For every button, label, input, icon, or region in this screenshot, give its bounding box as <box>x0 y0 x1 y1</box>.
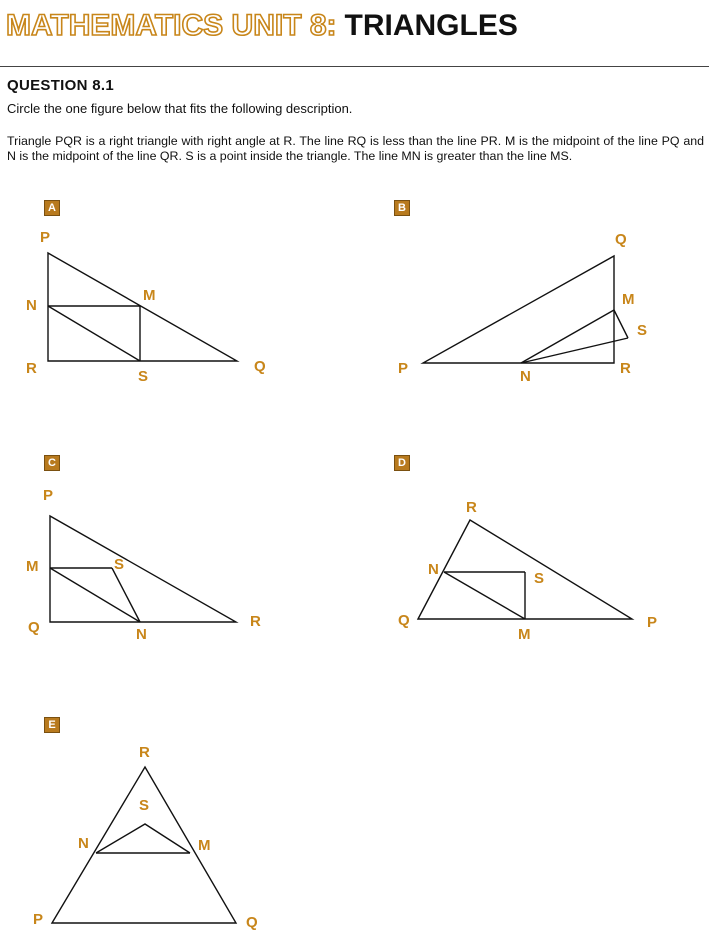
figure-a-badge[interactable]: A <box>44 200 60 216</box>
figure-c-label-s: S <box>114 556 125 573</box>
figure-a-label-r: R <box>26 360 37 377</box>
figure-c-label-p: P <box>43 487 54 504</box>
figure-c-drawing[interactable] <box>50 516 236 622</box>
figure-d-label-p: P <box>647 614 658 631</box>
figure-a-label-q: Q <box>254 358 266 375</box>
figure-c-label-m: M <box>26 558 39 575</box>
figure-a-triangle <box>48 253 237 361</box>
figure-e-label-s: S <box>139 797 150 814</box>
title-topic: TRIANGLES <box>344 9 518 42</box>
figure-a-label-n: N <box>26 297 37 314</box>
figure-b-drawing[interactable] <box>423 256 628 363</box>
figure-e-label-q: Q <box>246 914 258 931</box>
figure-a-drawing[interactable] <box>48 253 237 361</box>
figure-a-label-m: M <box>143 287 156 304</box>
figure-c-label-n: N <box>136 626 147 643</box>
figure-b-segment-ns <box>521 338 628 363</box>
figure-c-badge[interactable]: C <box>44 455 60 471</box>
figure-b-label-n: N <box>520 368 531 385</box>
figure-e-label-p: P <box>33 911 44 928</box>
question-description: Triangle PQR is a right triangle with right angle at R. The line RQ is less than the line PR. M is the midpoint of the line PQ and N is the midpoint of the line QR. S is a point inside the triangle. The line MN is greater than the line MS. <box>7 134 704 163</box>
figure-a-segment-ns <box>48 306 140 361</box>
figure-b-label-s: S <box>637 322 648 339</box>
question-number: QUESTION 8.1 <box>7 77 114 94</box>
figure-e-label-r: R <box>139 744 150 761</box>
figure-d-label-r: R <box>466 499 477 516</box>
figure-d-drawing[interactable] <box>418 520 632 619</box>
figure-d-segment-nm <box>444 572 525 619</box>
figure-b-segment-nm <box>521 310 614 363</box>
title-unit: MATHEMATICS UNIT 8: <box>6 9 337 42</box>
figure-d-label-q: Q <box>398 612 410 629</box>
figure-c-triangle <box>50 516 236 622</box>
figure-a-label-s: S <box>138 368 149 385</box>
figure-e-label-n: N <box>78 835 89 852</box>
figure-d-badge[interactable]: D <box>394 455 410 471</box>
figure-c-label-q: Q <box>28 619 40 636</box>
figure-e-label-m: M <box>198 837 211 854</box>
figure-d-label-n: N <box>428 561 439 578</box>
figure-b-triangle <box>423 256 614 363</box>
figure-b-label-r: R <box>620 360 631 377</box>
question-instruction: Circle the one figure below that fits the following description. <box>7 101 353 116</box>
figure-b-segment-ms <box>614 310 628 338</box>
figure-d-label-m: M <box>518 626 531 643</box>
figure-b-label-m: M <box>622 291 635 308</box>
figure-e-segment-nsm <box>96 824 190 853</box>
figure-b-label-p: P <box>398 360 409 377</box>
figure-d-label-s: S <box>534 570 545 587</box>
figure-e-badge[interactable]: E <box>44 717 60 733</box>
figure-c-label-r: R <box>250 613 261 630</box>
figure-b-label-q: Q <box>615 231 627 248</box>
figure-a-label-p: P <box>40 229 51 246</box>
figure-b-badge[interactable]: B <box>394 200 410 216</box>
